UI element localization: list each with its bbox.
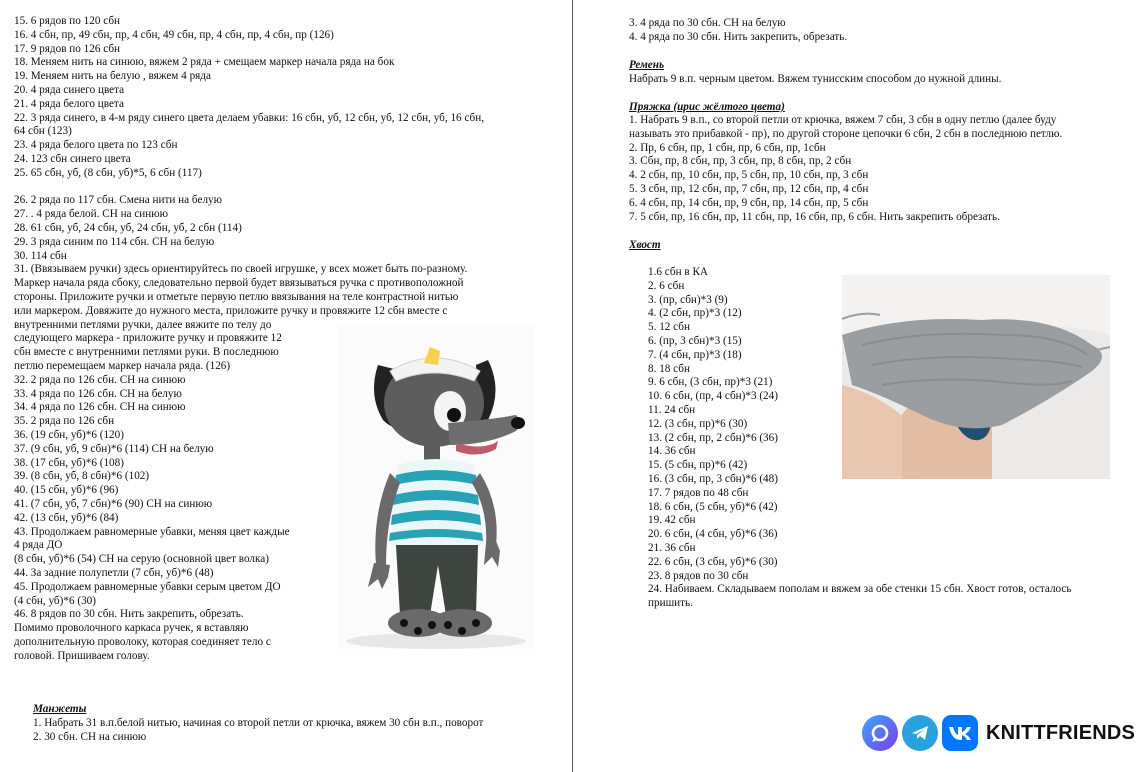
instruction-line: 45. Продолжаем равномерные убавки серым цветом ДО [14,580,281,593]
instruction-line: 37. (9 сбн, уб, 9 сбн)*6 (114) СН на белую [14,442,214,455]
instruction-line: 32. 2 ряда по 126 сбн. СН на синюю [14,373,186,386]
tail-line: 14. 36 сбн [648,445,696,458]
instruction-line: 26. 2 ряда по 117 сбн. Смена нити на белую [14,194,222,207]
buckle-line: 1. Набрать 9 в.п., со второй петли от крючка, вяжем 7 сбн, 3 сбн в одну петлю (далее буду [629,114,1057,126]
instruction-line: следующего маркера - приложите ручку и провяжите 12 [14,332,282,345]
instruction-line: 46. 8 рядов по 30 сбн. Нить закрепить, обрезать. [14,608,244,621]
instruction-line: внутренними петлями ручки, далее вяжите по телу до [14,318,272,331]
tail-line: 12. (3 сбн, пр)*6 (30) [648,417,748,430]
tail-line: 13. (2 сбн, пр, 2 сбн)*6 (36) [648,431,778,444]
buckle-line: называть это прибавкой - пр), по другой стороне цепочки 6 сбн, 2 сбн в последнюю петлю. [629,127,1063,140]
buckle-line: 3. Сбн, пр, 8 сбн, пр, 3 сбн, пр, 8 сбн, пр, 2 сбн [629,155,852,168]
telegram-icon[interactable] [902,715,938,751]
instruction-line: 40. (15 сбн, уб)*6 (96) [14,484,119,497]
instruction-line: 44. За задние полупетли (7 сбн, уб)*6 (48) [14,567,214,579]
instruction-line: или маркером. Довяжите до нужного места, приложите ручку и провяжите 12 сбн вместе с [14,304,448,317]
instruction-line: 21. 4 ряда белого цвета [14,97,124,110]
instruction-line: 39. (8 сбн, уб, 8 сбн)*6 (102) [14,470,150,483]
instruction-line: (8 сбн, уб)*6 (54) СН на серую (основной цвет волка) [14,553,269,566]
instruction-line: 4 ряда ДО [14,539,63,552]
instruction-line: сбн вместе с внутренними петлями руки. В последнюю [14,346,279,359]
instruction-line: петлю перемещаем маркер начала ряда. (126) [14,360,231,372]
instruction-line: 31. (Ввязываем ручки) здесь ориентируйтесь по своей игрушке, у всех может быть по-разному. [14,263,468,276]
cuffs-heading: Манжеты [33,703,87,715]
instruction-line: 23. 4 ряда белого цвета по 123 сбн [14,139,178,152]
cuffs-line: 4. 4 ряда по 30 сбн. Нить закрепить, обрезать. [629,31,848,43]
tail-line: 17. 7 рядов по 48 сбн [648,486,749,499]
tail-line: 4. (2 сбн, пр)*3 (12) [648,307,742,320]
brand-bar [862,713,1135,753]
max-messenger-icon[interactable] [862,715,898,751]
tail-line: 6. (пр, 3 сбн)*3 (15) [648,335,742,347]
brand-name: KNITTFRIENDS [986,721,1136,744]
tail-photo [842,275,1110,479]
instruction-line: 34. 4 ряда по 126 сбн. СН на синюю [14,401,186,414]
instruction-line: 43. Продолжаем равномерные убавки, меняя цвет каждые [14,525,290,538]
tail-line: 19. 42 сбн [648,514,696,527]
instruction-line: Маркер начала ряда сбоку, следовательно первой будет ввязываться ручка с противоположной [14,277,464,290]
buckle-line: 7. 5 сбн, пр, 16 сбн, пр, 11 сбн, пр, 16 сбн, пр, 6 сбн. Нить закрепить обрезать. [629,210,1000,223]
tail-line: 24. Набиваем. Складываем пополам и вяжем за обе стенки 15 сбн. Хвост готов, осталось [648,583,1072,596]
tail-line: 5. 12 сбн [648,321,690,334]
instruction-line: Помимо проволочного каркаса ручек, я вставляю [14,622,249,635]
buckle-line: 5. 3 сбн, пр, 12 сбн, пр, 7 сбн, пр, 12 сбн, пр, 4 сбн [629,183,869,195]
instruction-line: 18. Меняем нить на синюю, вяжем 2 ряда + смещаем маркер начала ряда на бок [14,56,395,69]
instruction-line: головой. Пришиваем голову. [14,649,150,662]
tail-line: 3. (пр, сбн)*3 (9) [648,293,728,306]
tail-line: пришить. [648,597,693,610]
tail-line: 7. (4 сбн, пр)*3 (18) [648,348,742,361]
instruction-line: 24. 123 сбн синего цвета [14,153,131,165]
instruction-line: 15. 6 рядов по 120 сбн [14,15,121,27]
tail-line: 18. 6 сбн, (5 сбн, уб)*6 (42) [648,500,778,513]
instruction-line: 29. 3 ряда синим по 114 сбн. СН на белую [14,235,215,248]
instruction-line: 38. (17 сбн, уб)*6 (108) [14,456,124,469]
instruction-line: 35. 2 ряда по 126 сбн [14,415,115,428]
tail-heading: Хвост [629,239,661,251]
buckle-line: 2. Пр, 6 сбн, пр, 1 сбн, пр, 6 сбн, пр, 1сбн [629,141,826,154]
instruction-line: 27. . 4 ряда белой. СН на синюю [14,208,168,221]
belt-line: Набрать 9 в.п. черным цветом. Вяжем тунисским способом до нужной длины. [629,73,1002,85]
tail-line: 11. 24 сбн [648,404,696,416]
instruction-line: 16. 4 сбн, пр, 49 сбн, пр, 4 сбн, 49 сбн, пр, 4 сбн, пр, 4 сбн, пр (126) [14,28,334,41]
tail-line: 1.6 сбн в КА [648,266,708,278]
cuffs-line: 3. 4 ряда по 30 сбн. СН на белую [629,17,786,29]
instruction-line: 17. 9 рядов по 126 сбн [14,42,121,55]
wolf-toy-photo [338,325,534,649]
buckle-line: 6. 4 сбн, пр, 14 сбн, пр, 9 сбн, пр, 14 сбн, пр, 5 сбн [629,196,869,209]
buckle-line: 4. 2 сбн, пр, 10 сбн, пр, 5 сбн, пр, 10 сбн, пр, 3 сбн [629,169,869,182]
instruction-line: 20. 4 ряда синего цвета [14,84,125,96]
tail-line: 20. 6 сбн, (4 сбн, уб)*6 (36) [648,528,778,541]
tail-line: 10. 6 сбн, (пр, 4 сбн)*3 (24) [648,390,778,403]
tail-line: 9. 6 сбн, (3 сбн, пр)*3 (21) [648,376,773,389]
tail-line: 23. 8 рядов по 30 сбн [648,569,749,582]
tail-line: 2. 6 сбн [648,279,685,292]
instruction-line: 22. 3 ряда синего, в 4-м ряду синего цвета делаем убавки: 16 сбн, уб, 12 сбн, уб, 12 сбн, уб, 16 сбн, [14,111,485,124]
instruction-line: дополнительную проволоку, которая соединяет тело с [14,636,271,648]
tail-line: 15. (5 сбн, пр)*6 (42) [648,459,748,472]
instruction-line: 28. 61 сбн, уб, 24 сбн, уб, 24 сбн, уб, 2 сбн (114) [14,222,242,234]
instruction-line: (4 сбн, уб)*6 (30) [14,594,96,607]
vk-icon[interactable] [942,715,978,751]
instruction-line: стороны. Приложите ручки и отметьте первую петлю ввязывания на теле контрастной нитью [14,291,459,303]
instruction-line: 41. (7 сбн, уб, 7 сбн)*6 (90) СН на синюю [14,498,213,510]
tail-line: 16. (3 сбн, пр, 3 сбн)*6 (48) [648,473,778,485]
instruction-line: 42. (13 сбн, уб)*6 (84) [14,511,119,524]
belt-heading: Ремень [629,59,665,71]
cuffs-line: 1. Набрать 31 в.п.белой нитью, начиная со второй петли от крючка, вяжем 30 сбн в.п., поворот [33,717,484,729]
instruction-line: 19. Меняем нить на белую , вяжем 4 ряда [14,70,211,83]
tail-line: 22. 6 сбн, (3 сбн, уб)*6 (30) [648,555,778,568]
instruction-line: 33. 4 ряда по 126 сбн. СН на белую [14,387,182,400]
instruction-line: 64 сбн (123) [14,125,72,138]
instruction-line: 36. (19 сбн, уб)*6 (120) [14,429,124,441]
instruction-line: 30. 114 сбн [14,249,67,262]
instruction-line: 25. 65 сбн, уб, (8 сбн, уб)*5, 6 сбн (117) [14,166,202,179]
buckle-heading: Пряжка (ирис жёлтого цвета) [629,101,785,113]
cuffs-line: 2. 30 сбн. СН на синюю [33,730,147,743]
tail-line: 21. 36 сбн [648,542,696,554]
tail-line: 8. 18 сбн [648,362,690,375]
